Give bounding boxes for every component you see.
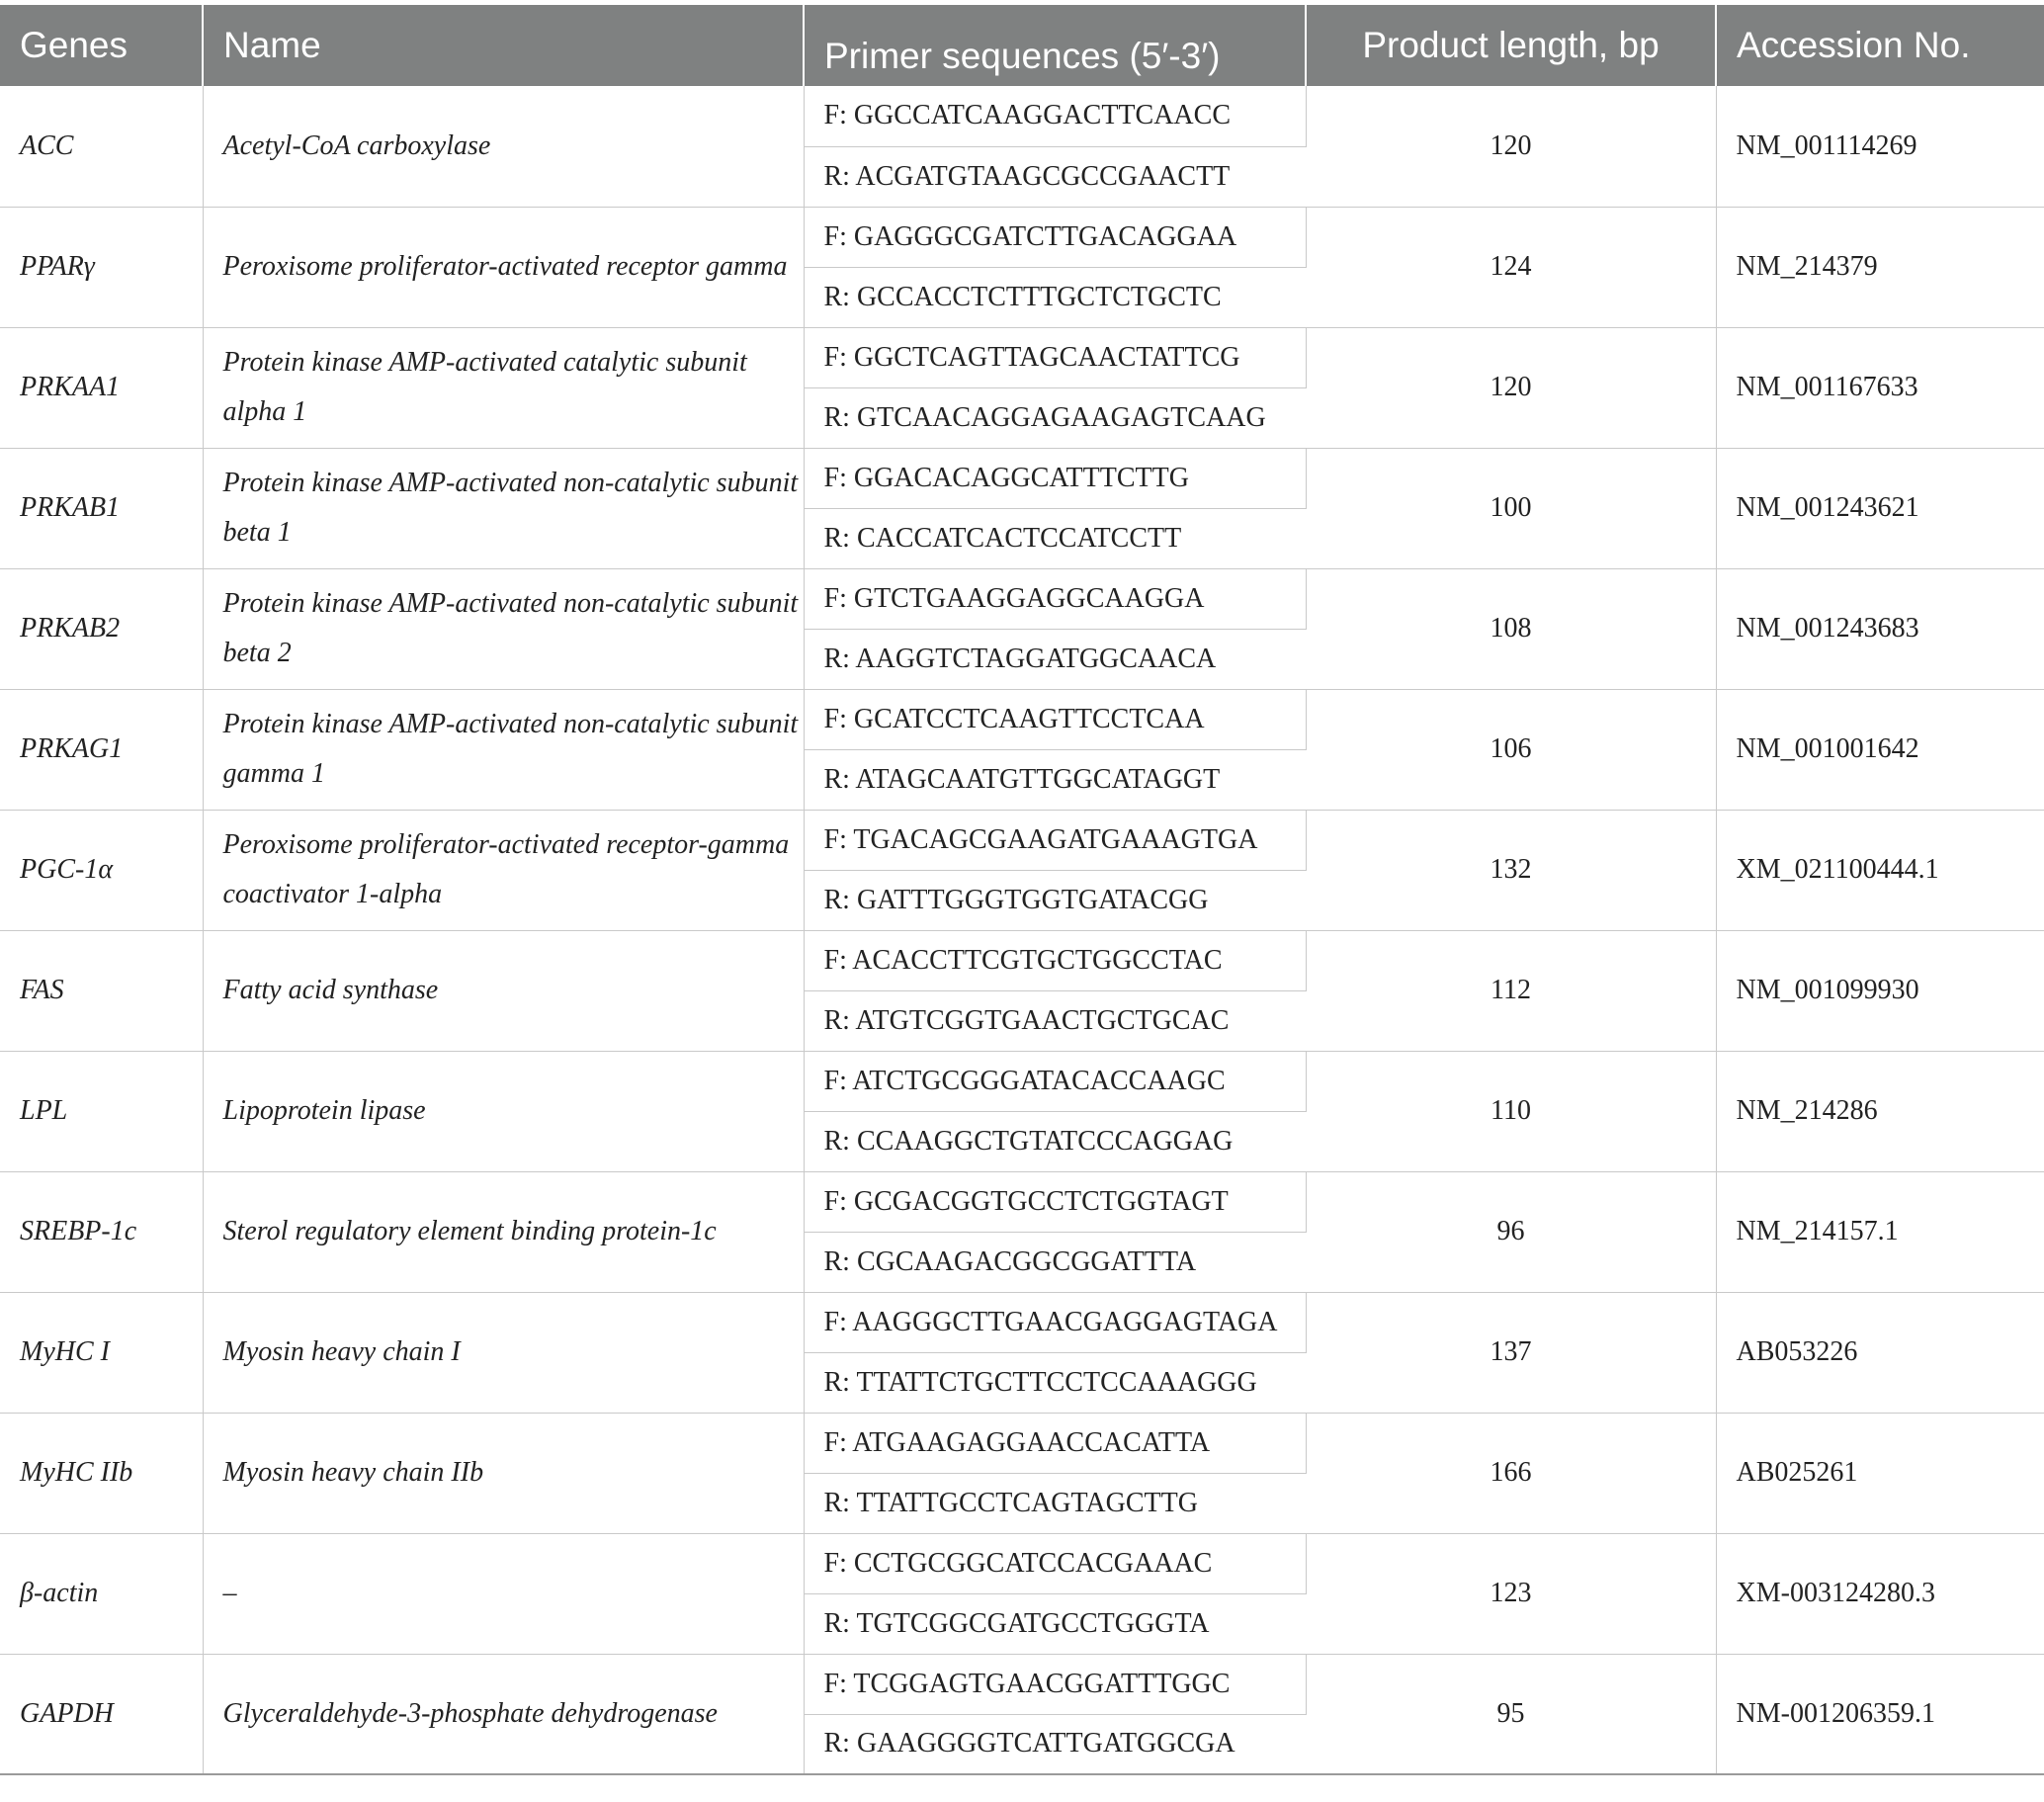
name-cell: Protein kinase AMP-activated non-catalytic subunit beta 1 [203,448,804,568]
forward-primer-cell: F: CCTGCGGCATCCACGAAAC [804,1533,1306,1593]
reverse-primer-cell: R: TGTCGGCGATGCCTGGGTA [804,1593,1306,1654]
name-cell: Protein kinase AMP-activated catalytic subunit alpha 1 [203,327,804,448]
accession-cell: NM-001206359.1 [1716,1654,2044,1774]
length-cell: 120 [1306,86,1716,207]
accession-cell: AB053226 [1716,1292,2044,1413]
length-cell: 112 [1306,930,1716,1051]
name-cell: Lipoprotein lipase [203,1051,804,1171]
accession-cell: NM_001001642 [1716,689,2044,810]
gene-cell: PRKAB2 [0,568,203,689]
length-cell: 132 [1306,810,1716,930]
table-row [0,930,2044,990]
length-cell: 137 [1306,1292,1716,1413]
accession-cell: XM_021100444.1 [1716,810,2044,930]
gene-cell: ACC [0,86,203,207]
name-cell: Fatty acid synthase [203,930,804,1051]
reverse-primer-cell: R: CACCATCACTCCATCCTT [804,508,1306,568]
table-body [0,86,2044,1774]
length-cell: 166 [1306,1413,1716,1533]
forward-primer-cell: F: TGACAGCGAAGATGAAAGTGA [804,810,1306,870]
table-row [0,1051,2044,1111]
reverse-primer-cell: R: GCCACCTCTTTGCTCTGCTC [804,267,1306,327]
gene-cell: PRKAG1 [0,689,203,810]
reverse-primer-cell: R: AAGGTCTAGGATGGCAACA [804,629,1306,689]
reverse-primer-cell: R: ATAGCAATGTTGGCATAGGT [804,749,1306,810]
accession-cell: NM_001114269 [1716,86,2044,207]
table-row [0,689,2044,749]
accession-cell: NM_214379 [1716,207,2044,327]
length-cell: 123 [1306,1533,1716,1654]
accession-cell: XM-003124280.3 [1716,1533,2044,1654]
gene-cell: PRKAB1 [0,448,203,568]
name-cell: Myosin heavy chain I [203,1292,804,1413]
table-row [0,327,2044,387]
accession-cell: NM_001167633 [1716,327,2044,448]
name-cell: Protein kinase AMP-activated non-catalytic subunit beta 2 [203,568,804,689]
forward-primer-cell: F: GCGACGGTGCCTCTGGTAGT [804,1171,1306,1232]
header-genes: Genes [0,5,203,86]
accession-cell: NM_001243621 [1716,448,2044,568]
reverse-primer-cell: R: GATTTGGGTGGTGATACGG [804,870,1306,930]
accession-cell: NM_214157.1 [1716,1171,2044,1292]
gene-cell: PGC-1α [0,810,203,930]
forward-primer-cell: F: TCGGAGTGAACGGATTTGGC [804,1654,1306,1714]
length-cell: 100 [1306,448,1716,568]
reverse-primer-cell: R: TTATTCTGCTTCCTCCAAAGGG [804,1352,1306,1413]
forward-primer-cell: F: GGCTCAGTTAGCAACTATTCG [804,327,1306,387]
name-cell: Peroxisome proliferator-activated receptor-gamma coactivator 1-alpha [203,810,804,930]
table-row [0,1171,2044,1232]
reverse-primer-cell: R: ACGATGTAAGCGCCGAACTT [804,146,1306,207]
table-row [0,1413,2044,1473]
primer-table [0,5,2044,1775]
table-row [0,86,2044,146]
forward-primer-cell: F: GCATCCTCAAGTTCCTCAA [804,689,1306,749]
reverse-primer-cell: R: ATGTCGGTGAACTGCTGCAC [804,990,1306,1051]
accession-cell: NM_001099930 [1716,930,2044,1051]
reverse-primer-cell: R: GTCAACAGGAGAAGAGTCAAG [804,387,1306,448]
gene-cell: PRKAA1 [0,327,203,448]
accession-cell: NM_214286 [1716,1051,2044,1171]
header-name: Name [203,5,804,86]
gene-cell: GAPDH [0,1654,203,1774]
gene-cell: MyHC IIb [0,1413,203,1533]
name-cell: – [203,1533,804,1654]
forward-primer-cell: F: GTCTGAAGGAGGCAAGGA [804,568,1306,629]
length-cell: 120 [1306,327,1716,448]
forward-primer-cell: F: GGACACAGGCATTTCTTG [804,448,1306,508]
name-cell: Acetyl-CoA carboxylase [203,86,804,207]
accession-cell: AB025261 [1716,1413,2044,1533]
reverse-primer-cell: R: GAAGGGGTCATTGATGGCGA [804,1714,1306,1774]
header-accession: Accession No. [1716,5,2044,86]
gene-cell: MyHC I [0,1292,203,1413]
forward-primer-cell: F: AAGGGCTTGAACGAGGAGTAGA [804,1292,1306,1352]
forward-primer-cell: F: ATGAAGAGGAACCACATTA [804,1413,1306,1473]
forward-primer-cell: F: ACACCTTCGTGCTGGCCTAC [804,930,1306,990]
gene-cell: FAS [0,930,203,1051]
forward-primer-cell: F: ATCTGCGGGATACACCAAGC [804,1051,1306,1111]
table-row [0,1292,2044,1352]
name-cell: Glyceraldehyde-3-phosphate dehydrogenase [203,1654,804,1774]
length-cell: 96 [1306,1171,1716,1292]
table-row [0,207,2044,267]
name-cell: Protein kinase AMP-activated non-catalytic subunit gamma 1 [203,689,804,810]
header-primer: Primer sequences (5′-3′) [804,5,1306,86]
gene-cell: PPARγ [0,207,203,327]
table-row [0,810,2044,870]
length-cell: 108 [1306,568,1716,689]
reverse-primer-cell: R: CGCAAGACGGCGGATTTA [804,1232,1306,1292]
reverse-primer-cell: R: CCAAGGCTGTATCCCAGGAG [804,1111,1306,1171]
name-cell: Sterol regulatory element binding protein-1c [203,1171,804,1292]
table-header [0,5,2044,86]
table-row [0,1654,2044,1714]
gene-cell: LPL [0,1051,203,1171]
header-length: Product length, bp [1306,5,1716,86]
accession-cell: NM_001243683 [1716,568,2044,689]
table-row [0,568,2044,629]
forward-primer-cell: F: GAGGGCGATCTTGACAGGAA [804,207,1306,267]
length-cell: 124 [1306,207,1716,327]
reverse-primer-cell: R: TTATTGCCTCAGTAGCTTG [804,1473,1306,1533]
gene-cell: SREBP-1c [0,1171,203,1292]
gene-cell: β-actin [0,1533,203,1654]
header-row [0,5,2044,86]
length-cell: 95 [1306,1654,1716,1774]
forward-primer-cell: F: GGCCATCAAGGACTTCAACC [804,86,1306,146]
name-cell: Myosin heavy chain IIb [203,1413,804,1533]
length-cell: 106 [1306,689,1716,810]
name-cell: Peroxisome proliferator-activated receptor gamma [203,207,804,327]
length-cell: 110 [1306,1051,1716,1171]
table-row [0,448,2044,508]
table-row [0,1533,2044,1593]
